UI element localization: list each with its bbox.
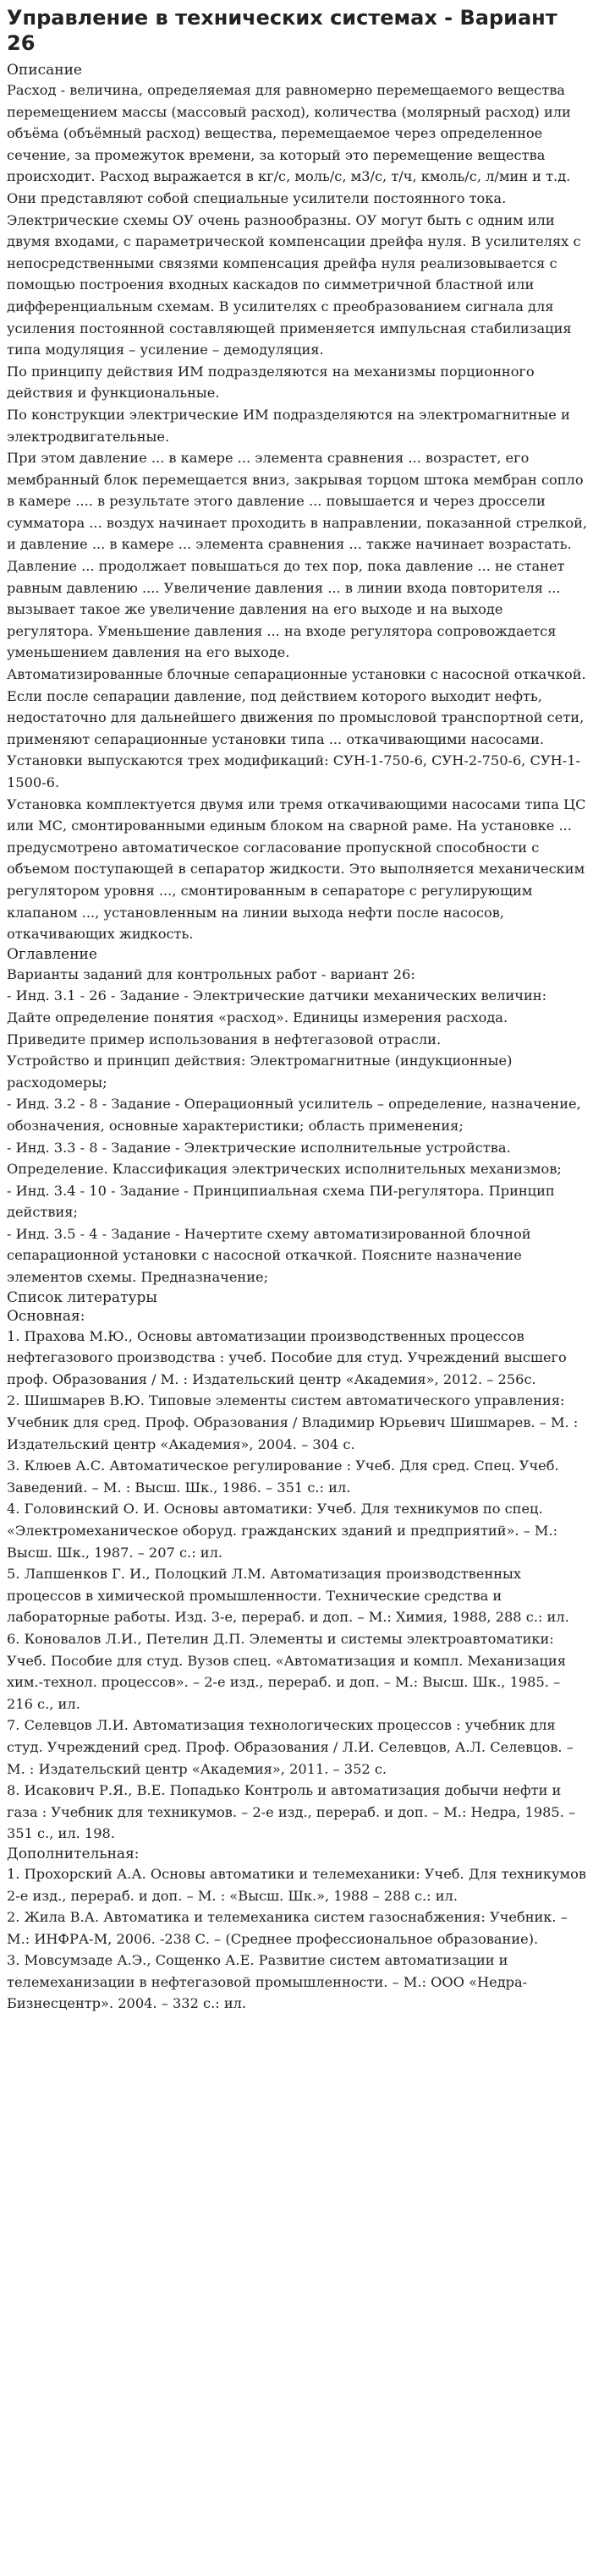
paragraph: По конструкции электрические ИМ подразделяются на электромагнитные и электродвигательные. — [7, 406, 570, 445]
paragraph: Расход - величина, определяемая для равномерно перемещаемого вещества перемещением массы (массовый расход), количества (молярный расход) или объёма (объёмный расход) вещества, перемещаемое через определенное сечение, за промежуток времени, за который это перемещение вещества происходит. Расход выражается в кг/с, моль/с, м3/с, т/ч, кмоль/с, л/мин и т.д. — [7, 82, 571, 185]
additional-references — [7, 1863, 590, 2015]
paragraph: По принципу действия ИМ подразделяются на механизмы порционного действия и функциональные. — [7, 363, 535, 402]
reference-item: 2. Шишмарев В.Ю. Типовые элементы систем автоматического управления: Учебник для сред. Проф. Образования / Владимир Юрьевич Шишмарев. – М. : Издательский центр «Академия», 2004. – 304 с. — [7, 1392, 579, 1452]
paragraph: Установка комплектуется двумя или тремя откачивающими насосами типа ЦС или МС, смонтированными единым блоком на сварной раме. На установке ... предусмотрено автоматическое согласование пропускной способности с объемом поступающей в сепаратор жидкости. Это выполняется механическим регулятором уровня ..., смонтированным в сепараторе с регулирующим клапаном ..., установленным на линии выхода нефти после насосов, откачивающих жидкость. — [7, 796, 586, 943]
section-heading-references: Список литературы — [7, 1288, 157, 1306]
contents-item: - Инд. 3.4 - 10 - Задание - Принципиальная схема ПИ-регулятора. Принцип действия; — [7, 1182, 555, 1221]
reference-item: 1. Прахова М.Ю., Основы автоматизации производственных процессов нефтегазового производства : учеб. Пособие для студ. Учреждений высшего проф. Образования / М. : Издательский центр «Академия», 2012. – 256с. — [7, 1327, 567, 1387]
contents-item: Устройство и принцип действия: Электромагнитные (индукционные) расходомеры; — [7, 1053, 513, 1091]
reference-item: 3. Клюев А.С. Автоматическое регулирование : Учеб. Для сред. Спец. Учеб. Заведений. – М. : Высш. Шк., 1986. – 351 с.: ил. — [7, 1458, 559, 1496]
reference-item: 4. Головинский О. И. Основы автоматики: Учеб. Для техникумов по спец. «Электромеханическое оборуд. гражданских зданий и предприятий». – М.: Высш. Шк., 1987. – 207 с.: ил. — [7, 1501, 558, 1561]
contents-item: - Инд. 3.2 - 8 - Задание - Операционный усилитель – определение, назначение, обозначения, основные характеристики; область применения; — [7, 1096, 581, 1134]
contents-item: - Инд. 3.5 - 4 - Задание - Начертите схему автоматизированной блочной сепарационной установки с насосной откачкой. Поясните назначение элементов схемы. Предназначение; — [7, 1225, 531, 1286]
subsection-heading-additional: Дополнительная: — [7, 1845, 140, 1862]
reference-item: 2. Жила В.А. Автоматика и телемеханика систем газоснабжения: Учебник. – М.: ИНФРА-М, 2006. -238 С. – (Среднее профессиональное образование). — [7, 1909, 568, 1947]
contents-item: - Инд. 3.1 - 26 - Задание - Электрические датчики механических величин: — [7, 987, 547, 1004]
section-heading-contents: Оглавление — [7, 945, 97, 963]
reference-item: 8. Исакович Р.Я., В.Е. Попадько Контроль и автоматизация добычи нефти и газа : Учебник для техникумов. – 2-е изд., перераб. и доп. – М.: Недра, 1985. – 351 с., ил. 198. — [7, 1782, 576, 1842]
paragraph: При этом давление ... в камере ... элемента сравнения ... возрастет, его мембранный блок перемещается вниз, закрывая торцом штока мембран сопло в камере .... в результате этого давление ... повышается и через дроссели сумматора ... воздух начинает проходить в направлении, показанной стрелкой, и давление ... в камере ... элемента сравнения ... также начинает возрастать. Давление ... продолжает повышаться до тех пор, пока давление ... не станет равным давлению .... Увеличение давления ... в линии входа повторителя ... вызывает такое же увеличение давления на его выходе и на выходе регулятора. Уменьшение давления ... на входе регулятора сопровождается уменьшением давления на его выходе. — [7, 450, 588, 661]
contents-item: Варианты заданий для контрольных работ - вариант 26: — [7, 965, 415, 982]
paragraph: Автоматизированные блочные сепарационные установки с насосной откачкой. Если после сепарации давление, под действием которого выходит нефть, недостаточно для дальнейшего движения по промысловой транспортной сети, применяют сепарационные установки типа ... откачивающими насосами. Установки выпускаются трех модификаций: СУН-1-750-6, СУН-2-750-6, СУН-1-1500-6. — [7, 666, 586, 790]
reference-item: 3. Мовсумзаде А.Э., Сощенко А.Е. Развитие систем автоматизации и телемеханизации в нефтегазовой промышленности. – М.: ООО «Недра-Бизнесцентр». 2004. – 332 с.: ил. — [7, 1952, 528, 2012]
reference-item: 5. Лапшенков Г. И., Полоцкий Л.М. Автоматизация производственных процессов в химической промышленности. Технические средства и лабораторные работы. Изд. 3-е, перераб. и доп. – М.: Химия, 1988, 288 с.: ил. — [7, 1566, 569, 1626]
contents-item: Дайте определение понятия «расход». Единицы измерения расхода. Приведите пример использования в нефтегазовой отрасли. — [7, 1009, 508, 1047]
subsection-heading-main: Основная: — [7, 1307, 85, 1325]
page-title: Управление в технических системах - Вариант 26 — [7, 6, 557, 55]
section-heading-description: Описание — [7, 62, 82, 79]
reference-item: 6. Коновалов Л.И., Петелин Д.П. Элементы и системы электроавтоматики: Учеб. Пособие для студ. Вузов спец. «Автоматизация и компл. Механизация хим.-технол. процессов». – 2-е изд., перераб. и доп. – М.: Высш. Шк., 1985. – 216 с., ил. — [7, 1630, 566, 1712]
contents-body — [7, 964, 590, 1288]
description-body — [7, 79, 590, 945]
reference-item: 1. Прохорский А.А. Основы автоматики и телемеханики: Учеб. Для техникумов 2-е изд., перераб. и доп. – М. : «Высш. Шк.», 1988 – 288 с.: ил. — [7, 1865, 586, 1904]
contents-item: - Инд. 3.3 - 8 - Задание - Электрические исполнительные устройства. Определение. Классификация электрических исполнительных механизмов; — [7, 1139, 562, 1178]
paragraph: Они представляют собой специальные усилители постоянного тока. Электрические схемы ОУ очень разнообразны. ОУ могут быть с одним или двумя входами, с параметрической компенсации дрейфа нуля. В усилителях с непосредственными связями компенсация дрейфа нуля реализовывается с помощью построения входных каскадов по симметричной бластной или дифференциальным схемам. В усилителях с преобразованием сигнала для усиления постоянной составляющей применяется импульсная стабилизация типа модуляция – усиление – демодуляция. — [7, 189, 581, 358]
main-references — [7, 1326, 590, 1845]
reference-item: 7. Селевцов Л.И. Автоматизация технологических процессов : учебник для студ. Учреждений сред. Проф. Образования / Л.И. Селевцов, А.Л. Селевцов. – М. : Издательский центр «Академия», 2011. – 352 с. — [7, 1717, 574, 1777]
